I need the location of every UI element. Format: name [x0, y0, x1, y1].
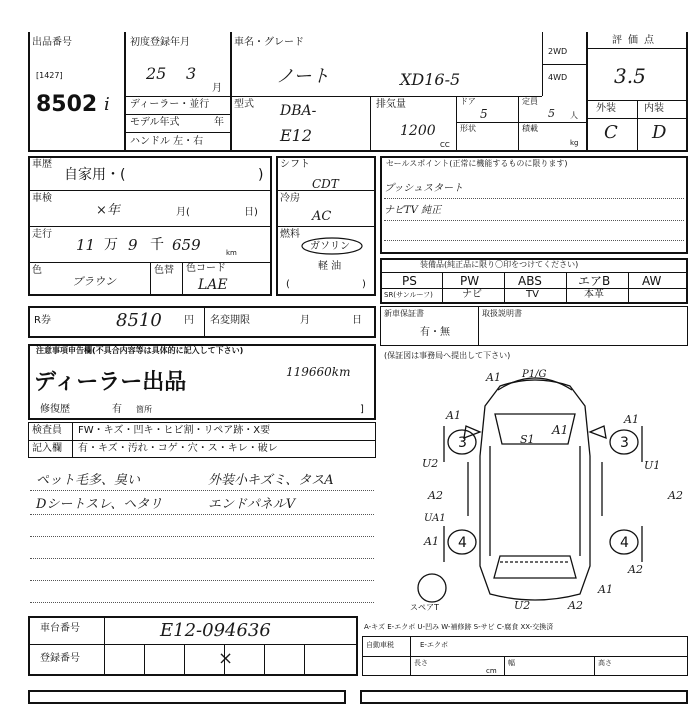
fuel-gas: ガソリン	[310, 241, 350, 252]
mark-a2-rear: A2	[628, 563, 643, 576]
lot-number: 8502	[36, 92, 98, 117]
divider	[28, 190, 272, 191]
divider	[384, 198, 684, 199]
inspection-month: 月(	[176, 207, 190, 218]
type-code: E12	[280, 126, 313, 145]
score: 3.5	[614, 64, 646, 88]
person-unit: 人	[570, 111, 578, 120]
reg-label: 初度登録年月	[130, 37, 190, 48]
score-label: 評価点	[612, 35, 660, 46]
divider	[30, 536, 374, 537]
shift-value: CDT	[312, 177, 339, 191]
fuel-light: 軽 油	[318, 261, 342, 272]
model-year-label: モデル年式	[130, 117, 180, 128]
mileage-sen-digit: 9	[128, 236, 138, 254]
cc-unit: CC	[440, 141, 450, 149]
mark-u2-left: U2	[422, 457, 439, 470]
paren-close: )	[362, 279, 366, 290]
mark-a2-bottom: A2	[568, 599, 583, 612]
divider	[30, 514, 374, 515]
note-line-1: ペット毛多、臭い	[36, 473, 141, 488]
equip-airbag: エアB	[578, 274, 611, 288]
type-prefix: DBA-	[280, 103, 317, 119]
divider	[566, 272, 567, 304]
history-label: 車歴	[32, 159, 52, 170]
inspection-value: ×年	[96, 203, 120, 218]
divider	[104, 616, 105, 676]
warranty-value: 有・無	[420, 327, 450, 338]
mark-ua1: UA1	[424, 513, 446, 524]
mark-a2-right: A2	[668, 489, 683, 502]
divider	[144, 644, 145, 676]
recycle-value: 8510	[116, 310, 162, 331]
divider	[504, 272, 505, 304]
grade: XD16-5	[400, 70, 461, 89]
divider	[380, 272, 688, 273]
rear-window	[494, 556, 576, 578]
divider	[124, 96, 230, 97]
diagram-legend: A-キズ E-エクボ U-凹み W-補修跡 S-サビ C-腐食 XX-交換済	[364, 623, 554, 631]
notes-title: 注意事項申告欄(不具合内容等は具体的に記入して下さい)	[36, 346, 244, 355]
equipment-title: 装備品(純正品に限り〇印をつけてください)	[420, 260, 579, 269]
divider	[264, 644, 265, 676]
mirror-right	[590, 426, 606, 438]
row2-items: 有・キズ・汚れ・コゲ・穴・ス・キレ・破レ	[78, 443, 278, 454]
kg-unit: kg	[570, 139, 579, 147]
ac-label: 冷房	[280, 193, 300, 204]
type-label: 型式	[234, 99, 254, 110]
handle-label: ハンドル 左・右	[130, 136, 204, 147]
equip-ps: PS	[402, 274, 417, 288]
divider	[30, 490, 374, 491]
mileage-rest: 659	[172, 236, 201, 254]
equip-sr: SR(サンルーフ)	[384, 291, 433, 299]
divider	[124, 114, 230, 115]
equip-abs: ABS	[518, 274, 542, 288]
recycle-unit: 円	[184, 315, 194, 326]
color-value: ブラウン	[72, 275, 116, 288]
weight-label: 積載	[522, 124, 538, 133]
mark-a1-right-front: A1	[624, 413, 639, 426]
color-code-label: 色コード	[186, 263, 226, 274]
color-code: LAE	[198, 277, 228, 293]
displacement: 1200	[400, 123, 436, 139]
divider	[30, 558, 374, 559]
notes-bracket: ]	[360, 404, 364, 415]
divider	[637, 100, 638, 152]
divider	[182, 262, 183, 296]
divider	[478, 306, 479, 346]
shift-label: シフト	[280, 159, 310, 170]
spare-label: スペアT	[410, 603, 439, 612]
mileage-man: 11	[76, 236, 96, 254]
month-unit: 月	[212, 83, 222, 94]
fuel-gas-circle-icon	[300, 236, 364, 256]
color-label: 色	[32, 265, 42, 276]
chassis-book-label: 取扱説明書	[482, 309, 522, 318]
divider	[30, 580, 374, 581]
mileage-unit-man: 万	[104, 237, 118, 253]
chassis-value: E12-094636	[160, 620, 271, 641]
footer-c3: 長さ	[414, 659, 428, 667]
tire-fl-value: 3	[458, 435, 467, 451]
history-value: 自家用・(	[64, 167, 126, 183]
divider	[586, 32, 588, 152]
footer-c5: 高さ	[598, 659, 612, 667]
name-label: 車名・グレード	[234, 37, 304, 48]
divider	[150, 262, 151, 296]
repair-value: 有	[112, 404, 122, 415]
divider	[594, 656, 595, 676]
mileage-unit-sen: 千	[150, 237, 164, 253]
door-label: ドア	[460, 97, 476, 106]
lot-suffix: i	[104, 94, 110, 115]
divider	[184, 644, 185, 676]
dealer-stamp: ディーラー出品	[34, 370, 187, 395]
fuel-label: 燃料	[280, 229, 300, 240]
inspection-day: 日)	[244, 207, 258, 218]
divider	[456, 96, 457, 152]
mark-u2-bottom: U2	[514, 599, 531, 612]
recycle-day: 日	[352, 315, 362, 326]
drive-4wd: 4WD	[548, 73, 568, 82]
odometer-note: 119660km	[286, 365, 351, 379]
lot-label: 出品番号	[32, 37, 72, 48]
divider	[384, 220, 684, 221]
capacity: 5	[548, 107, 555, 120]
row2-label: 記入欄	[32, 443, 62, 454]
mark-a2-left: A2	[428, 489, 443, 502]
recycle-label: R券	[34, 315, 51, 326]
divider	[28, 226, 272, 227]
doors: 5	[480, 107, 488, 121]
equip-navi: ナビ	[462, 289, 482, 300]
bottom-box-right	[360, 690, 688, 704]
note-line-3: Dシートスレ、ヘタリ	[36, 497, 163, 512]
tire-rl-value: 4	[458, 535, 467, 551]
equip-tv: TV	[526, 289, 539, 300]
mark-p1g: P1/G	[522, 369, 547, 380]
warranty-block	[380, 306, 688, 346]
inspection-label: 車検	[32, 193, 52, 204]
divider	[28, 644, 358, 645]
bottom-box-left	[28, 690, 346, 704]
divider	[370, 96, 371, 152]
divider	[30, 602, 374, 603]
name-change-label: 名変期限	[210, 315, 250, 326]
tire-rr-value: 4	[620, 535, 629, 551]
chassis-label: 車台番号	[40, 623, 80, 634]
mark-a1-left-front: A1	[446, 409, 461, 422]
reg-label-bottom: 登録番号	[40, 653, 80, 664]
divider	[72, 422, 73, 458]
divider	[442, 272, 443, 304]
km-unit: km	[226, 249, 237, 257]
row1-items: FW・キズ・凹キ・ヒビ割・リペア跡・X要	[78, 425, 271, 436]
sales-line2: ナビTV 純正	[384, 205, 442, 216]
footer-c4: 幅	[508, 659, 515, 667]
mark-a1-left-rear: A1	[424, 535, 439, 548]
paren-open: (	[286, 279, 290, 290]
interior-label: 内装	[644, 103, 664, 114]
divider	[518, 96, 519, 152]
repair-suffix: 箇所	[136, 405, 152, 414]
recycle-month: 月	[300, 315, 310, 326]
repair-label: 修復歴	[40, 404, 70, 415]
diagram-caption: (保証図は事務局へ提出して下さい)	[384, 351, 511, 360]
mark-u1-right: U1	[644, 459, 661, 472]
recycle-block	[28, 306, 376, 338]
ac-value: AC	[312, 209, 332, 224]
footer-c1: 自動車税	[366, 641, 394, 649]
divider	[456, 122, 586, 123]
mark-a1-roof: A1	[552, 423, 569, 437]
divider	[124, 132, 230, 133]
reg-mark: ×	[218, 648, 234, 669]
footer-c2: E-エクボ	[420, 641, 448, 649]
car-name: ノート	[276, 66, 330, 87]
disp-label: 排気量	[376, 99, 406, 110]
reg-month: 3	[186, 64, 197, 83]
lot-sub: [1427]	[36, 71, 63, 80]
dealer-label: ディーラー・並行	[130, 99, 210, 110]
divider	[410, 636, 411, 676]
divider	[230, 32, 232, 152]
divider	[586, 48, 688, 49]
spare-tire-shape	[418, 574, 446, 602]
header-block	[28, 32, 688, 152]
drive-2wd: 2WD	[548, 47, 568, 56]
divider	[586, 118, 688, 119]
divider	[204, 306, 205, 338]
shape-label: 形状	[460, 124, 476, 133]
note-line-4: エンドパネルV	[208, 497, 296, 512]
row1-label: 検査員	[32, 425, 62, 436]
footer-cm: cm	[486, 667, 497, 675]
divider	[304, 644, 305, 676]
note-line-2: 外装小キズミ、タスA	[208, 473, 334, 488]
capacity-label: 定員	[522, 97, 538, 106]
divider	[28, 440, 376, 441]
mark-a1-front: A1	[486, 371, 501, 384]
tire-fr-value: 3	[620, 435, 629, 451]
divider	[230, 96, 542, 97]
history-close: )	[258, 167, 264, 183]
car-diagram	[380, 366, 690, 616]
divider	[124, 32, 126, 152]
sales-points-title: セールスポイント(正常に機能するものに限ります)	[386, 159, 568, 168]
divider	[276, 226, 376, 227]
reg-year: 25	[146, 64, 167, 83]
color2-label: 色替	[154, 265, 174, 276]
interior-grade: D	[652, 122, 667, 143]
divider	[542, 64, 586, 65]
mark-s1: S1	[520, 433, 535, 446]
warranty-label: 新車保証書	[384, 309, 424, 318]
year-unit: 年	[214, 117, 224, 128]
equip-pw: PW	[460, 274, 480, 288]
sales-line1: プッシュスタート	[384, 183, 464, 194]
equip-leather: 本革	[584, 289, 604, 300]
mark-a1-rear: A1	[598, 583, 613, 596]
divider	[276, 190, 376, 191]
exterior-grade: C	[604, 122, 618, 143]
divider	[504, 656, 505, 676]
exterior-label: 外装	[596, 103, 616, 114]
mileage-label: 走行	[32, 229, 52, 240]
divider	[628, 272, 629, 304]
divider	[384, 240, 684, 241]
equip-aw: AW	[642, 274, 662, 288]
